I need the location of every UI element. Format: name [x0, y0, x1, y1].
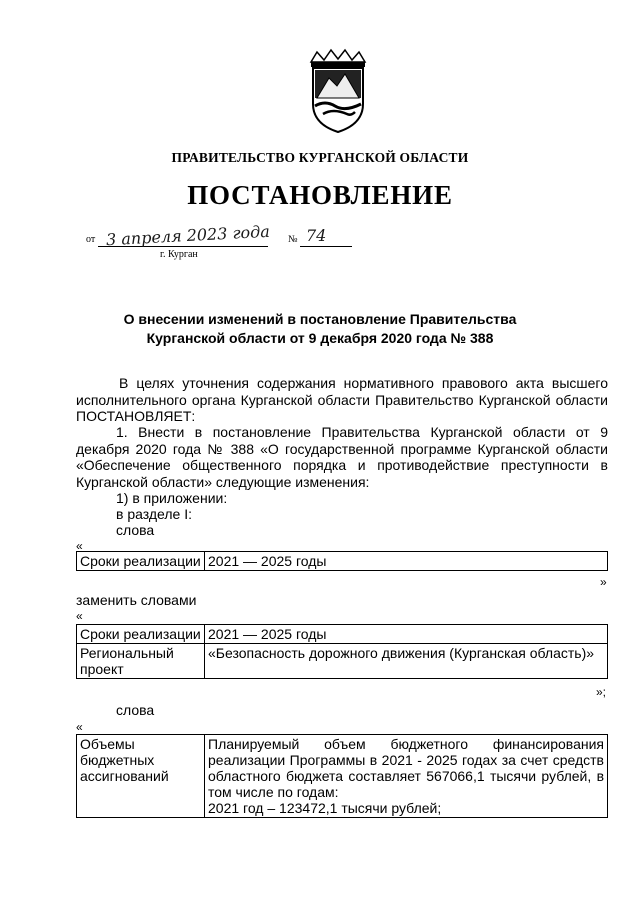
item-1: 1) в приложении:	[116, 490, 228, 506]
intro-line: В целях уточнения содержания нормативного правового акта высшего	[119, 375, 608, 391]
quote-close-semicolon: »;	[596, 685, 607, 699]
city-label: г. Курган	[160, 249, 198, 260]
table-cell-label: Сроки реализации	[77, 552, 205, 571]
date-prefix: от	[86, 234, 96, 245]
value-line: том числе по годам:	[208, 784, 339, 800]
document-subject	[0, 310, 640, 348]
subject-line-1: О внесении изменений в постановление Правительства	[123, 311, 517, 327]
subject-line-2: Курганской области от 9 декабря 2020 года № 388	[146, 330, 494, 346]
label-line: ассигнований	[80, 768, 169, 784]
value-line: реализации Программы в 2021 - 2025 годах за счет средств	[208, 752, 604, 768]
replace-label: заменить словами	[76, 592, 197, 608]
value-line: областного бюджета составляет 567066,1 тысячи рублей, в	[208, 768, 604, 784]
value-line: Планируемый объем бюджетного финансирования	[208, 736, 604, 752]
document-type-title: ПОСТАНОВЛЕНИЕ	[187, 180, 453, 210]
label-line: Объемы	[80, 736, 135, 752]
number-prefix: №	[288, 234, 298, 245]
quote-close: »	[600, 575, 607, 589]
quote-open: «	[76, 539, 83, 553]
intro-line: ПОСТАНОВЛЯЕТ:	[76, 408, 196, 424]
paragraph-line: Курганской области» следующие изменения:	[76, 473, 370, 490]
quote-open: «	[76, 609, 83, 623]
table-budget	[76, 734, 608, 818]
label-line: Региональный	[80, 645, 174, 661]
table-deadlines-new	[76, 624, 608, 679]
coat-of-arms-icon	[303, 48, 373, 138]
table-cell-value: 2021 — 2025 годы	[205, 552, 608, 571]
label-line: проект	[80, 661, 124, 677]
table-cell-value	[205, 735, 608, 818]
words-label: слова	[116, 702, 155, 718]
intro-paragraph	[76, 375, 608, 425]
number-underline	[300, 246, 352, 247]
paragraph-1	[76, 424, 608, 490]
table-cell-label	[77, 735, 205, 818]
table-row	[77, 644, 608, 679]
section-label: в разделе I:	[116, 506, 192, 522]
quote-open: «	[76, 720, 83, 734]
table-row	[77, 552, 608, 571]
date-value: 3 апреля 2023 года	[105, 221, 271, 250]
table-deadlines-old	[76, 551, 608, 571]
number-value: 74	[306, 226, 327, 245]
table-cell-value: «Безопасность дорожного движения (Курганская область)»	[205, 644, 608, 679]
intro-line: исполнительного органа Курганской области Правительство Курганской области	[76, 391, 608, 408]
paragraph-line: 1. Внести в постановление Правительства Курганской области от 9	[116, 424, 608, 440]
table-cell-value: 2021 — 2025 годы	[205, 625, 608, 644]
table-row	[77, 735, 608, 818]
table-cell-label: Сроки реализации	[77, 625, 205, 644]
words-label: слова	[116, 522, 155, 538]
paragraph-line: декабря 2020 года № 388 «О государственной программе Курганской области	[76, 440, 608, 457]
paragraph-line: «Обеспечение общественного порядка и противодействие преступности в	[76, 457, 608, 473]
organization-title: ПРАВИТЕЛЬСТВО КУРГАНСКОЙ ОБЛАСТИ	[171, 150, 469, 165]
table-row	[77, 625, 608, 644]
label-line: бюджетных	[80, 752, 155, 768]
table-cell-label	[77, 644, 205, 679]
value-line: 2021 год – 123472,1 тысячи рублей;	[208, 800, 442, 816]
